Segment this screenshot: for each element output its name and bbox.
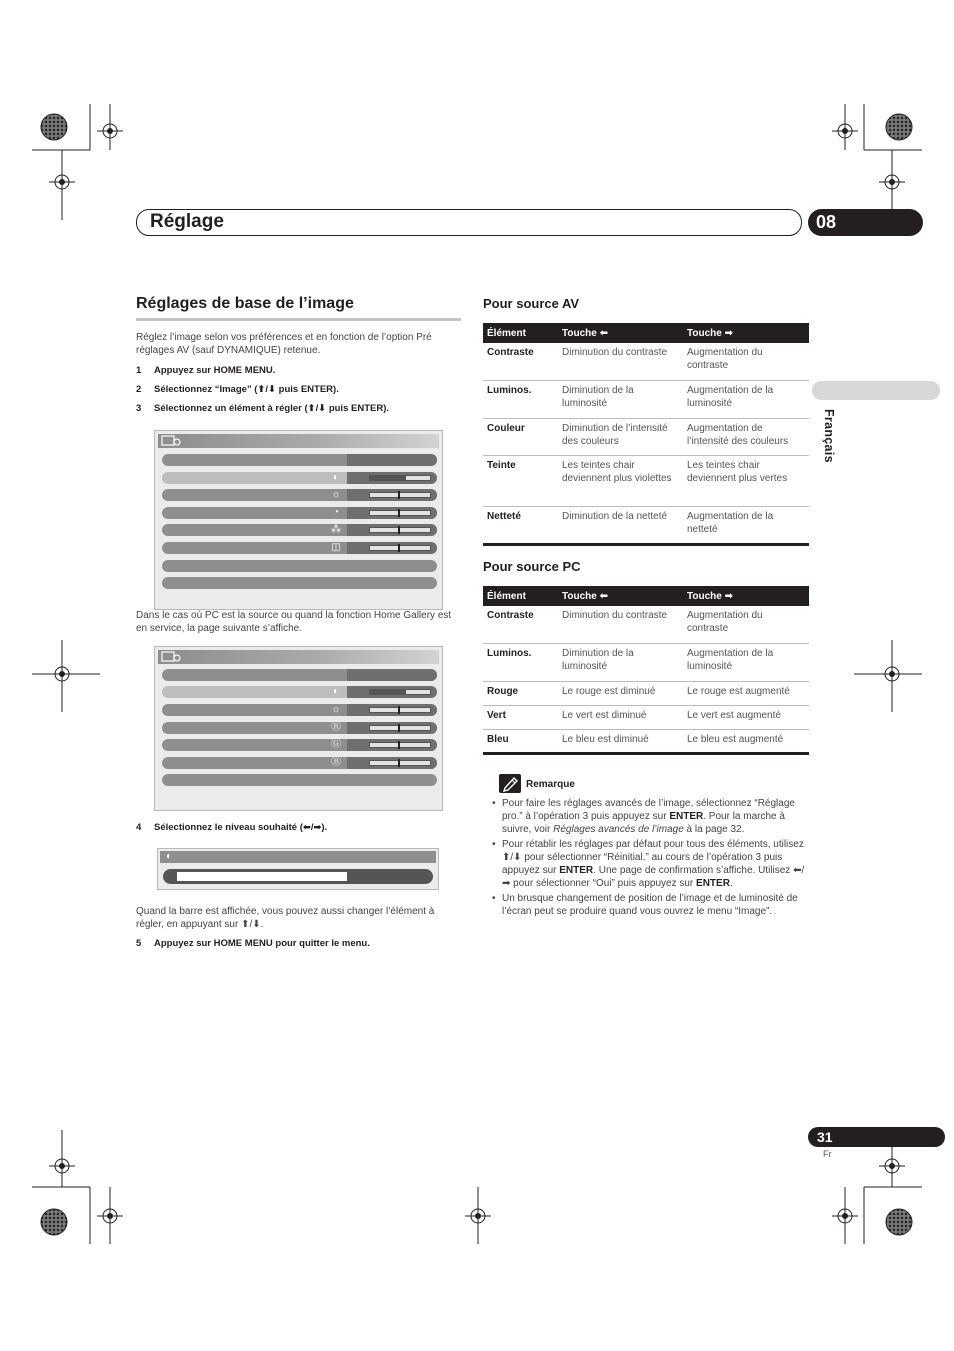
step-2: 2 Sélectionnez “Image” (⬆/⬇ puis ENTER). <box>136 384 339 395</box>
osd-level-bar <box>157 848 439 890</box>
table-row: Luminos. Diminution de la luminosité Augmentation de la luminosité <box>483 643 809 681</box>
table-row: Rouge Le rouge est diminué Le rouge est augmenté <box>483 681 809 705</box>
osd-level-track <box>369 689 431 695</box>
osd-level-track <box>369 707 431 713</box>
contrast-icon: ◐ <box>332 686 340 697</box>
osd-menu-pc <box>154 646 443 811</box>
page-title: Réglage <box>150 211 224 232</box>
osd-titlebar <box>158 650 439 664</box>
osd-level-fill <box>370 476 406 480</box>
osd-level-tick <box>398 491 400 499</box>
osd-level-tick <box>398 759 400 767</box>
osd-level-track <box>369 760 431 766</box>
step-1: 1 Appuyez sur HOME MENU. <box>136 365 276 376</box>
color-icon: ◔ <box>332 507 340 518</box>
level-fill <box>177 872 347 881</box>
step-4: 4 Sélectionnez le niveau souhaité (⬅/➡). <box>136 822 328 833</box>
osd-level-track <box>369 742 431 748</box>
table-row: Bleu Le bleu est diminué Le bleu est augmenté <box>483 729 809 753</box>
osd-row-brightness <box>162 489 437 501</box>
language-label: Français <box>822 409 836 463</box>
bar-note-paragraph: Quand la barre est affichée, vous pouvez aussi changer l’élément à régler, en appuyant sur ⬆/⬇. <box>136 906 435 930</box>
osd-row-brightness <box>162 704 437 716</box>
col-header: Touche ⬅ <box>558 323 683 343</box>
osd-row-red <box>162 722 437 734</box>
osd-titlebar <box>158 434 439 448</box>
osd-level-track <box>369 725 431 731</box>
section-title: Réglages de base de l’image <box>136 295 354 312</box>
table-row: Couleur Diminution de l’intensité des couleurs Augmentation de l’intensité des couleurs <box>483 418 809 455</box>
osd-row-contrast <box>162 472 437 484</box>
sharpness-icon: ◫ <box>331 542 341 553</box>
tint-icon: ⁂ <box>331 524 341 535</box>
osd-level-tick <box>398 724 400 732</box>
osd-level-track <box>369 475 431 481</box>
osd-level-tick <box>398 741 400 749</box>
table-row: Contraste Diminution du contraste Augmentation du contraste <box>483 343 809 380</box>
col-header: Touche ⬅ <box>558 586 683 606</box>
osd-level-tick <box>398 706 400 714</box>
chapter-number: 08 <box>808 209 923 236</box>
blue-icon: Ⓑ <box>331 757 341 768</box>
contrast-icon: ◐ <box>166 851 173 862</box>
col-header: Touche ➡ <box>683 586 809 606</box>
section-rule <box>136 318 461 321</box>
brightness-icon: ☼ <box>331 704 341 715</box>
table-av-title: Pour source AV <box>483 296 580 311</box>
table-header-row <box>483 323 809 343</box>
picture-menu-icon <box>161 435 183 447</box>
table-av <box>483 323 809 546</box>
osd-level-tick <box>398 544 400 552</box>
table-pc <box>483 586 809 755</box>
osd-row <box>162 774 437 786</box>
level-bar-header <box>160 851 436 863</box>
osd-level-tick <box>398 509 400 517</box>
brightness-icon: ☼ <box>331 489 341 500</box>
osd-row <box>162 577 437 589</box>
table-pc-title: Pour source PC <box>483 559 581 574</box>
green-icon: Ⓖ <box>331 739 341 750</box>
col-header: Élément <box>483 586 558 606</box>
note-list <box>492 797 810 920</box>
col-header: Élément <box>483 323 558 343</box>
contrast-icon: ◐ <box>332 472 340 483</box>
col-header: Touche ➡ <box>683 323 809 343</box>
osd-row <box>162 669 437 681</box>
picture-menu-icon <box>161 651 183 663</box>
osd-menu-av <box>154 430 443 610</box>
osd-row-blue <box>162 757 437 769</box>
table-header-row <box>483 586 809 606</box>
table-row: Contraste Diminution du contraste Augmentation du contraste <box>483 606 809 643</box>
page-number: 31 <box>817 1129 833 1145</box>
note-item: • Un brusque changement de position de l’image et de luminosité de l’écran peut se produire quand vous ouvrez le menu “Image”. <box>492 892 810 918</box>
table-row: Luminos. Diminution de la luminosité Augmentation de la luminosité <box>483 380 809 418</box>
note-title: Remarque <box>526 779 575 790</box>
osd-row-tint <box>162 524 437 536</box>
page-language: Fr <box>823 1149 832 1159</box>
osd-row-sharpness <box>162 542 437 554</box>
osd-level-fill <box>370 690 406 694</box>
level-track <box>163 869 433 884</box>
osd-level-track <box>369 545 431 551</box>
table-row: Teinte Les teintes chair deviennent plus violettes Les teintes chair deviennent plus vertes <box>483 455 809 506</box>
note-pencil-icon <box>499 774 521 793</box>
osd-row-contrast <box>162 686 437 698</box>
step-3: 3 Sélectionnez un élément à régler (⬆/⬇ puis ENTER). <box>136 403 389 414</box>
table-row: Vert Le vert est diminué Le vert est augmenté <box>483 705 809 729</box>
osd-level-tick <box>398 526 400 534</box>
osd-level-track <box>369 492 431 498</box>
intro-paragraph: Réglez l’image selon vos préférences et en fonction de l’option Pré réglages AV (sauf DYNAMIQUE) retenue. <box>136 332 432 356</box>
osd-row-green <box>162 739 437 751</box>
pc-source-paragraph: Dans le cas où PC est la source ou quand la fonction Home Gallery est en service, la page suivante s’affiche. <box>136 610 452 634</box>
osd-level-track <box>369 527 431 533</box>
osd-row-color <box>162 507 437 519</box>
osd-row <box>162 560 437 572</box>
osd-row <box>162 454 437 466</box>
note-item: • Pour faire les réglages avancés de l’image, sélectionnez “Réglage pro.” à l’opération 3 puis appuyez sur ENTER. Pour la marche à suivre, voir Réglages avancés de l’image à la page 32. <box>492 797 810 836</box>
red-icon: Ⓡ <box>331 722 341 733</box>
osd-level-track <box>369 510 431 516</box>
language-side-tab <box>812 381 940 400</box>
note-item: • Pour rétablir les réglages par défaut pour tous des éléments, utilisez ⬆/⬇ pour sélectionner “Réinitial.” au cours de l’opération 3 puis appuyez sur ENTER. Une page de confirmation s’affiche. Utilisez ⬅/➡ pour sélectionner “Oui” puis appuyez sur ENTER. <box>492 838 810 890</box>
header-bar <box>136 209 802 236</box>
step-5: 5 Appuyez sur HOME MENU pour quitter le menu. <box>136 938 370 949</box>
table-row: Netteté Diminution de la netteté Augmentation de la netteté <box>483 506 809 544</box>
